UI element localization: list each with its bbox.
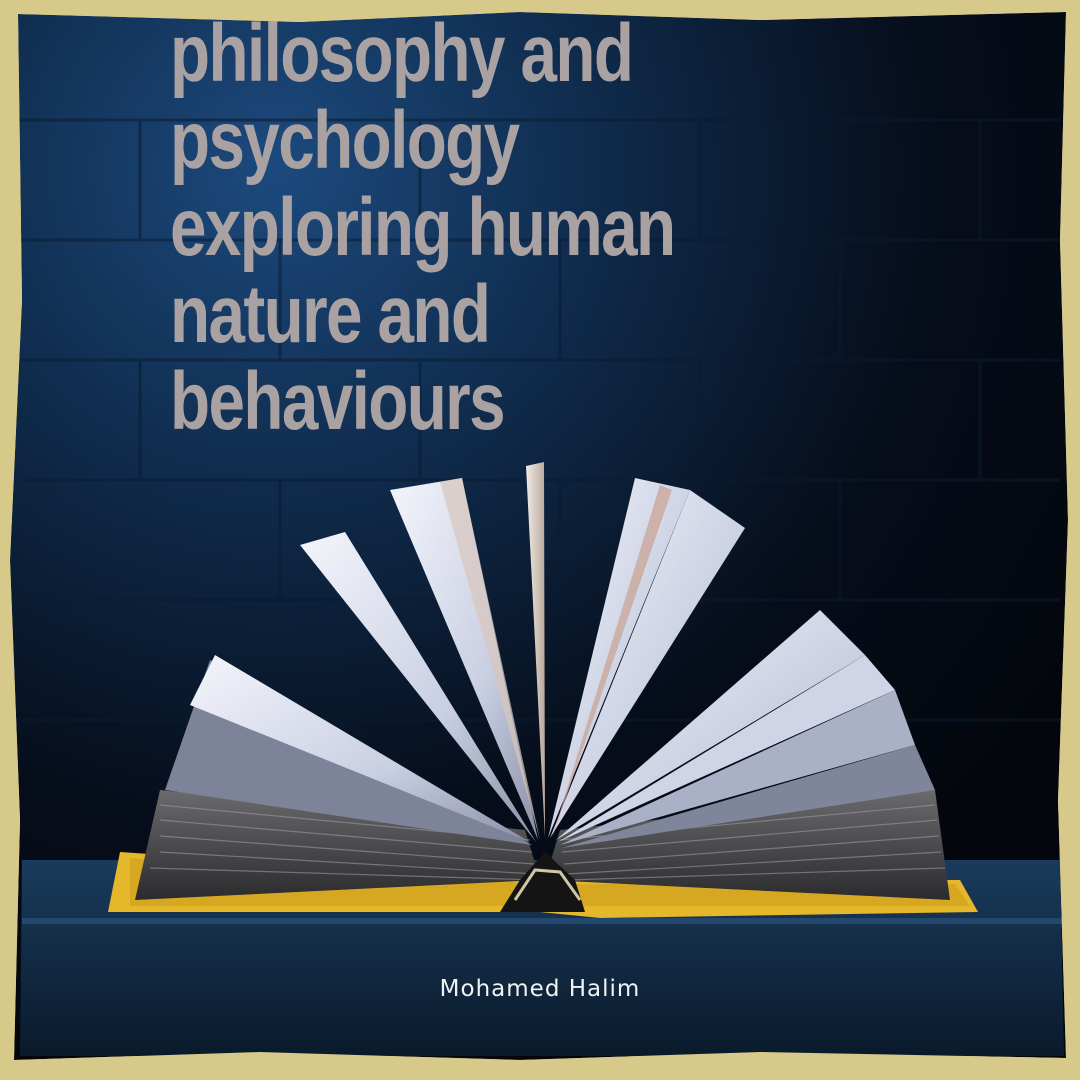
headline-line-1: philosophy and [170,8,633,99]
headline [170,10,826,445]
headline-line-3: exploring human [170,182,675,273]
author-name: Mohamed Halim [439,976,641,1002]
headline-line-2: psychology [170,95,519,186]
headline-line-4: nature and [170,269,490,360]
table-edge [22,918,1062,924]
headline-line-5: behaviours [170,356,504,447]
